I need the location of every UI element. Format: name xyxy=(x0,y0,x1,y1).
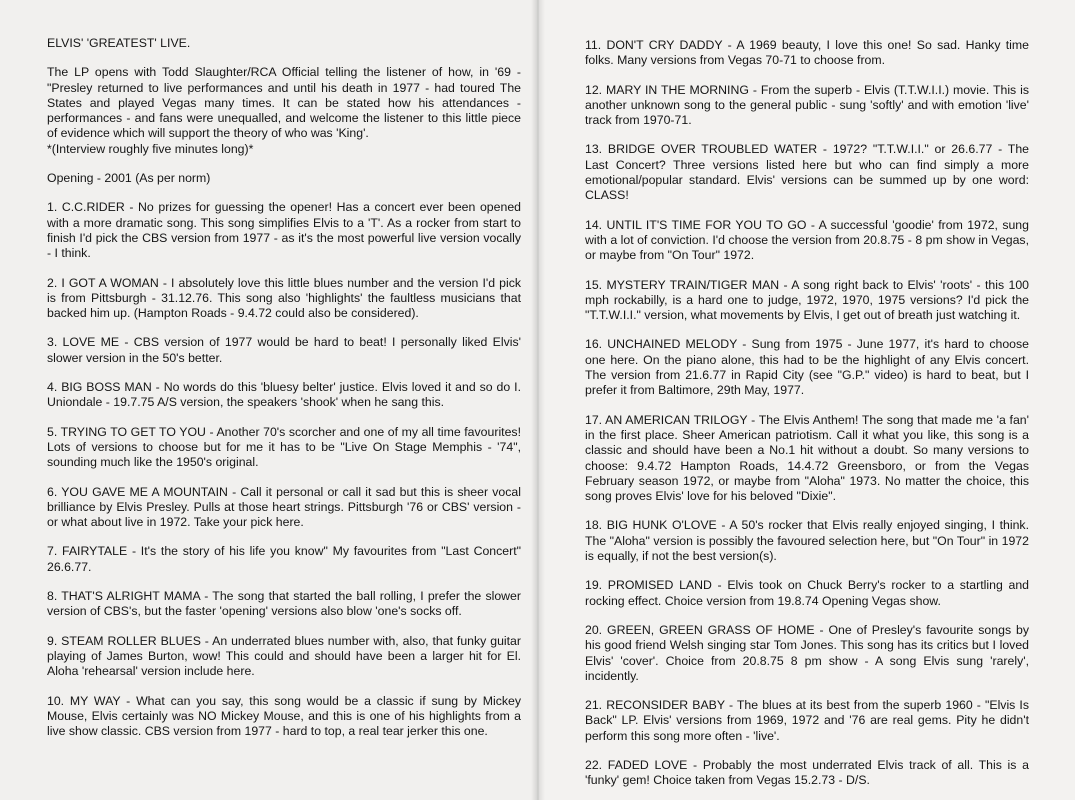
track-entry: 18. BIG HUNK O'LOVE - A 50's rocker that Elvis really enjoyed singing, I think. The "Aloha" version is possibly the favoured selection here, but "On Tour" in 1972 is equally, if not the best version(s). xyxy=(585,518,1029,564)
track-entry: 5. TRYING TO GET TO YOU - Another 70's scorcher and one of my all time favourites! Lots of versions to choose but for me it has to be "Live On Stage Memphis - '74", sounding much like the 1950's original. xyxy=(47,424,521,470)
left-page xyxy=(0,0,537,800)
track-entry: 3. LOVE ME - CBS version of 1977 would be hard to beat! I personally liked Elvis' slower version in the 50's better. xyxy=(47,335,521,365)
track-entry: 22. FADED LOVE - Probably the most underrated Elvis track of all. This is a 'funky' gem! Choice taken from Vegas 15.2.73 - D/S. xyxy=(585,757,1029,788)
track-entry: 16. UNCHAINED MELODY - Sung from 1975 - June 1977, it's hard to choose one here. On the piano alone, this had to be the highlight of any Elvis concert. The version from 21.6.77 in Rapid City (see "G.P." video) is hard to beat, but I prefer it from Baltimore, 29th May, 1977. xyxy=(585,337,1029,398)
track-entry: 7. FAIRYTALE - It's the story of his life you know" My favourites from "Last Concert" 26.6.77. xyxy=(47,544,521,574)
track-entry: 1. C.C.RIDER - No prizes for guessing the opener! Has a concert ever been opened with a more dramatic song. This song simplifies Elvis to a 'T'. As a rocker from start to finish I'd pick the CBS version from 1977 - as it's the most powerful live version vocally - I think. xyxy=(47,200,521,261)
track-entry: 6. YOU GAVE ME A MOUNTAIN - Call it personal or call it sad but this is sheer vocal brilliance by Elvis Presley. Pulls at those heart strings. Pittsburgh '76 or CBS' version - or what about live in 1972. Take your pick here. xyxy=(47,484,521,530)
track-entry: 4. BIG BOSS MAN - No words do this 'bluesy belter' justice. Elvis loved it and so do I. Uniondale - 19.7.75 A/S version, the speakers 'shook' when he sang this. xyxy=(47,380,521,410)
track-entry: 21. RECONSIDER BABY - The blues at its best from the superb 1960 - "Elvis Is Back" LP. Elvis' versions from 1969, 1972 and '76 are real gems. Pity he didn't perform this song more often - 'live'. xyxy=(585,698,1029,743)
track-entry: 2. I GOT A WOMAN - I absolutely love this little blues number and the version I'd pick is from Pittsburgh - 31.12.76. This song also 'highlights' the faultless musicians that backed him up. (Hampton Roads - 9.4.72 could also be considered). xyxy=(47,275,521,321)
track-entry: 15. MYSTERY TRAIN/TIGER MAN - A song right back to Elvis' 'roots' - this 100 mph rockabilly, is a hard one to judge, 1972, 1970, 1975 versions? I'd pick the "T.T.W.I.I." version, what movements by Elvis, I get out of breath just watching it. xyxy=(585,277,1029,323)
track-entry: 14. UNTIL IT'S TIME FOR YOU TO GO - A successful 'goodie' from 1972, sung with a lot of conviction. I'd choose the version from 20.8.75 - 8 pm show in Vegas, or maybe from "On Tour" 1972. xyxy=(585,217,1029,263)
track-entry: 8. THAT'S ALRIGHT MAMA - The song that started the ball rolling, I prefer the slower version of CBS's, but the faster 'opening' versions also blow 'one's socks off. xyxy=(47,589,521,619)
track-entry: 10. MY WAY - What can you say, this song would be a classic if sung by Mickey Mouse, Elvis certainly was NO Mickey Mouse, and this is one of his highlights from a live show classic. CBS version from 1977 - hard to top, a real tear jerker this one. xyxy=(47,693,521,739)
article-title: ELVIS' 'GREATEST' LIVE. xyxy=(47,36,191,50)
track-entry: 19. PROMISED LAND - Elvis took on Chuck Berry's rocker to a startling and rocking effect. Choice version from 19.8.74 Opening Vegas show. xyxy=(585,578,1029,608)
opening-line: Opening - 2001 (As per norm) xyxy=(47,171,211,186)
track-entry: 20. GREEN, GREEN GRASS OF HOME - One of Presley's favourite songs by his good friend Welsh singing star Tom Jones. This song has its critics but I loved Elvis' 'cover'. Choice from 20.8.75 8 pm show - A song Elvis sung 'rarely', incidently. xyxy=(585,622,1029,683)
page-gutter xyxy=(531,0,545,800)
track-entry: 17. AN AMERICAN TRILOGY - The Elvis Anthem! The song that made me 'a fan' in the first place. Sheer American patriotism. Call it what you like, this song is a classic and should have been a No.1 hit without a doubt. So many versions to choose: 9.4.72 Hampton Roads, 14.4.72 Greensboro, or from the Vegas February season 1972, or maybe from "Aloha" 1973. No matter the choice, this song proves Elvis' love for his beloved "Dixie". xyxy=(585,412,1029,504)
track-entry: 12. MARY IN THE MORNING - From the superb - Elvis (T.T.W.I.I.) movie. This is another unknown song to the general public - sung 'softly' and with emotion 'live' track from 1970-71. xyxy=(585,82,1029,128)
track-entry: 13. BRIDGE OVER TROUBLED WATER - 1972? "T.T.W.I.I." or 26.6.77 - The Last Concert? Three versions listed here but who can find simply a more emotional/popular standard. Elvis' versions can be summed up by one word: CLASS! xyxy=(585,142,1029,203)
intro-paragraph: The LP opens with Todd Slaughter/RCA Official telling the listener of how, in '69 - "Presley returned to live performances and until his death in 1977 - had toured The States and played Vegas many times. It can be stated how his attendances - performances - and fans were unequalled, and welcome the listener to this little piece of evidence which will support the theory of who was 'King'. xyxy=(47,65,521,141)
right-page xyxy=(537,0,1075,800)
track-entry: 11. DON'T CRY DADDY - A 1969 beauty, I love this one! So sad. Hanky time folks. Many versions from Vegas 70-71 to choose from. xyxy=(585,38,1029,68)
track-entry: 9. STEAM ROLLER BLUES - An underrated blues number with, also, that funky guitar playing of James Burton, wow! This could and should have been a larger hit for El. Aloha 'rehearsal' version include here. xyxy=(47,633,521,679)
interview-note: *(Interview roughly five minutes long)* xyxy=(47,141,254,156)
